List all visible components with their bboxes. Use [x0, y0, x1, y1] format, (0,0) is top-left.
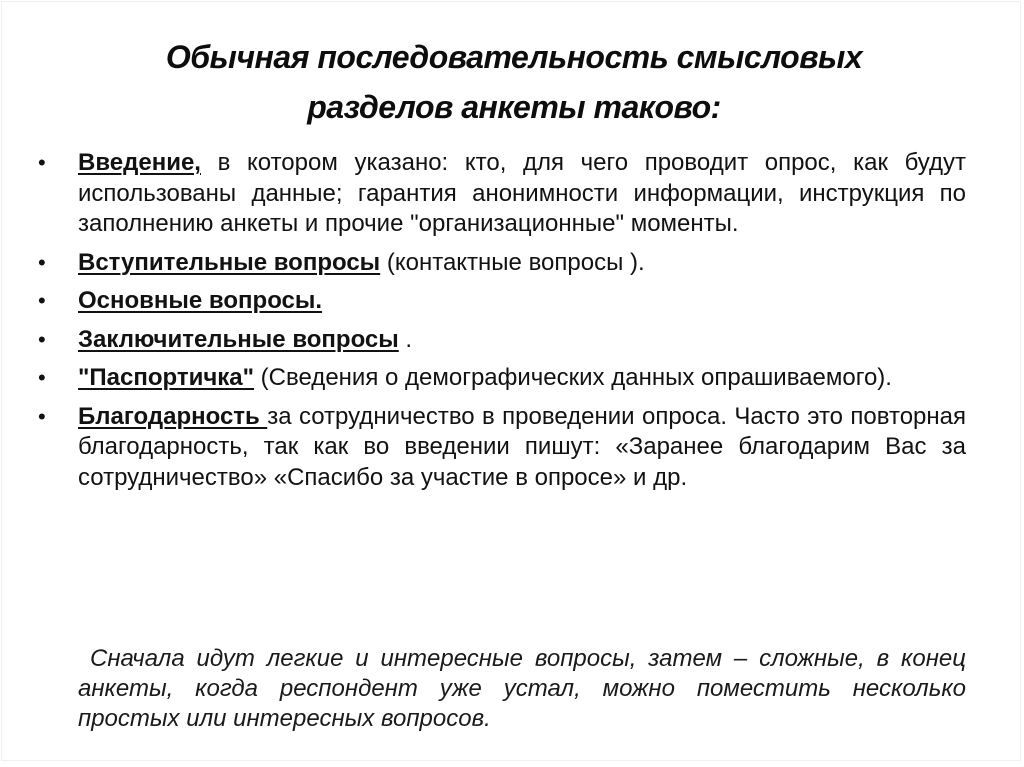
bullet-text: . [398, 325, 413, 353]
bullet-item-introductory-questions [38, 248, 966, 279]
bullet-dot-icon: • [38, 403, 46, 429]
bullet-text: (Сведения о демографических данных опрашиваемого). [254, 364, 892, 391]
bullet-lead: Основные вопросы. [78, 287, 323, 314]
bullet-dot-icon: • [38, 326, 46, 352]
bullet-item-introduction [38, 148, 966, 240]
bullet-lead: "Паспортичка" [78, 364, 255, 391]
bullet-lead: Введение, [78, 149, 201, 176]
bullet-lead: Благодарность [78, 402, 268, 430]
title-line-2: разделов анкеты таково: [307, 89, 721, 125]
bullet-list [38, 148, 966, 501]
bullet-dot-icon: • [38, 150, 46, 175]
title-line-1: Обычная последовательность смысловых [165, 39, 863, 75]
bullet-dot-icon: • [38, 365, 46, 390]
bullet-text: за сотрудничество в проведении опроса. Часто это повторная благодарность, так как во введении пишут: «Заранее благодарим Вас за сотрудничество» «Спасибо за участие в опросе» и др. [78, 402, 966, 491]
bullet-dot-icon: • [38, 288, 46, 313]
closing-note: Сначала идут легкие и интересные вопросы, затем – сложные, в конец анкеты, когда респондент уже устал, можно поместить несколько простых или интересных вопросов. [78, 645, 966, 732]
slide [1, 1, 1021, 761]
bullet-text: (контактные вопросы ). [380, 248, 645, 276]
bullet-item-final-questions [38, 325, 966, 356]
bullet-item-passport [38, 363, 966, 394]
bullet-dot-icon: • [38, 249, 46, 275]
bullet-lead: Заключительные вопросы [78, 325, 399, 353]
bullet-item-main-questions [38, 286, 966, 317]
slide-title [102, 32, 926, 132]
bullet-item-gratitude [38, 402, 966, 494]
bullet-text: в котором указано: кто, для чего проводит опрос, как будут использованы данные; гарантия анонимности информации, инструкция по заполнению анкеты и прочие "организационные" моменты. [78, 149, 966, 237]
bullet-lead: Вступительные вопросы [78, 248, 381, 276]
